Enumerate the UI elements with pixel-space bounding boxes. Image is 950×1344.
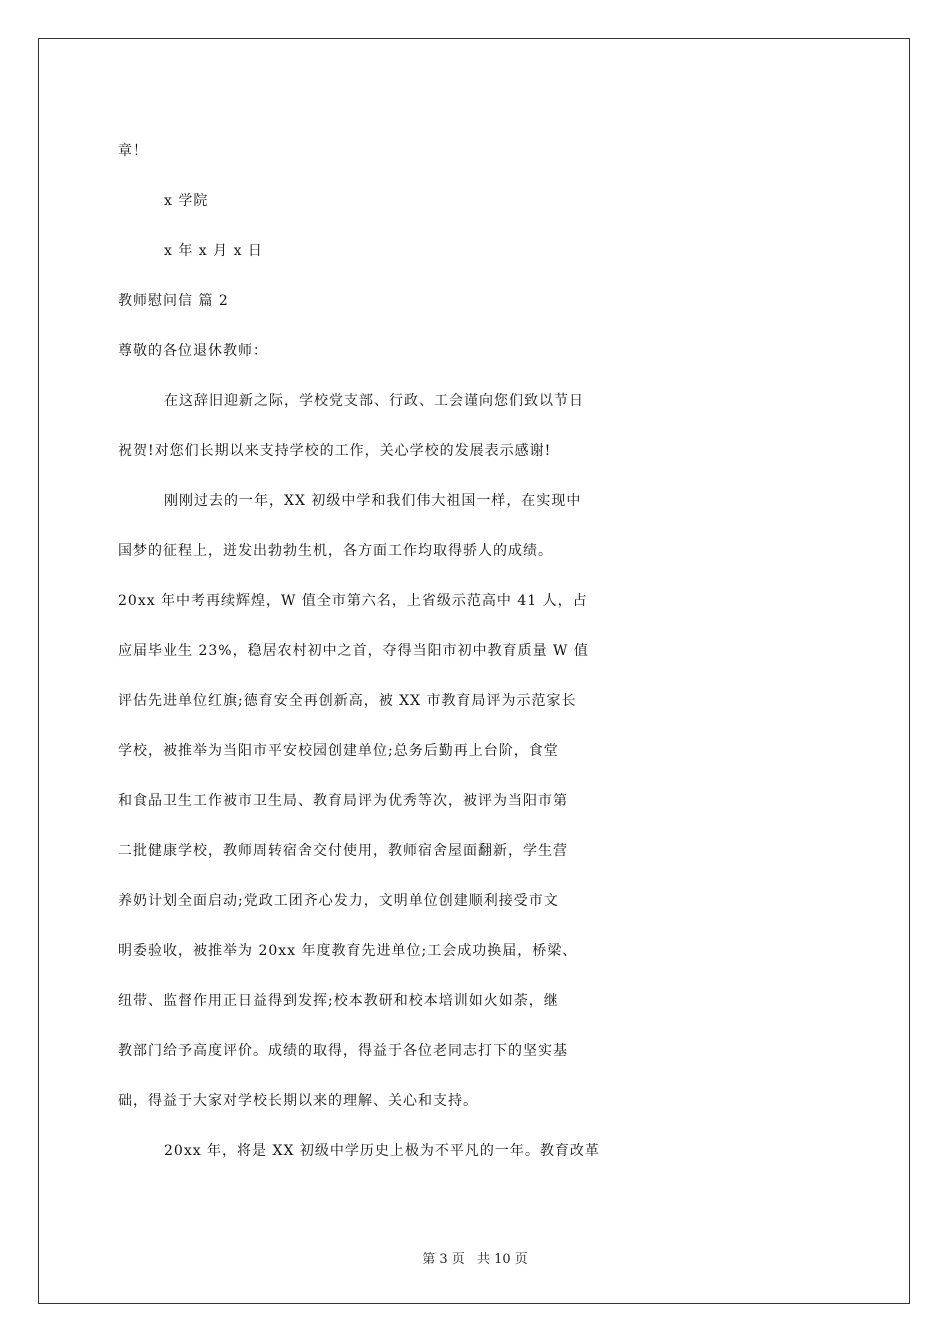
paragraph-line: 祝贺!对您们长期以来支持学校的工作，关心学校的发展表示感谢! — [118, 443, 552, 459]
paragraph-line: 二批健康学校，教师周转宿舍交付使用，教师宿舍屋面翻新，学生营 — [118, 843, 568, 859]
signature-date: x 年 x 月 x 日 — [164, 243, 263, 259]
paragraph-line: 20xx 年中考再续辉煌，W 值全市第六名，上省级示范高中 41 人，占 — [118, 593, 588, 609]
paragraph-line: 刚刚过去的一年，XX 初级中学和我们伟大祖国一样，在实现中 — [164, 493, 582, 509]
salutation: 尊敬的各位退休教师： — [118, 343, 268, 359]
paragraph-line: 在这辞旧迎新之际，学校党支部、行政、工会谨向您们致以节日 — [164, 393, 584, 409]
paragraph-line: 明委验收，被推举为 20xx 年度教育先进单位;工会成功换届，桥梁、 — [118, 943, 578, 959]
document-body — [118, 126, 838, 1176]
signature-org: x 学院 — [164, 193, 209, 209]
section-heading: 教师慰问信 篇 2 — [118, 293, 229, 309]
text-line: 章！ — [118, 143, 148, 159]
paragraph-line: 础，得益于大家对学校长期以来的理解、关心和支持。 — [118, 1093, 478, 1109]
page-number: 第 3 页 — [422, 1252, 465, 1267]
paragraph-line: 纽带、监督作用正日益得到发挥;校本教研和校本培训如火如荼，继 — [118, 993, 559, 1009]
paragraph-line: 评估先进单位红旗;德育安全再创新高，被 XX 市教育局评为示范家长 — [118, 693, 577, 709]
paragraph-line: 和食品卫生工作被市卫生局、教育局评为优秀等次，被评为当阳市第 — [118, 793, 568, 809]
paragraph-line: 养奶计划全面启动;党政工团齐心发力，文明单位创建顺利接受市文 — [118, 893, 559, 909]
paragraph-line: 国梦的征程上，迸发出勃勃生机，各方面工作均取得骄人的成绩。 — [118, 543, 553, 559]
paragraph-line: 教部门给予高度评价。成绩的取得，得益于各位老同志打下的坚实基 — [118, 1043, 568, 1059]
paragraph-line: 应届毕业生 23%，稳居农村初中之首，夺得当阳市初中教育质量 W 值 — [118, 643, 589, 659]
page-footer — [0, 1248, 950, 1267]
paragraph-line: 20xx 年，将是 XX 初级中学历史上极为不平凡的一年。教育改革 — [164, 1143, 600, 1159]
paragraph-line: 学校，被推举为当阳市平安校园创建单位;总务后勤再上台阶，食堂 — [118, 743, 559, 759]
page-total: 共 10 页 — [476, 1252, 528, 1267]
